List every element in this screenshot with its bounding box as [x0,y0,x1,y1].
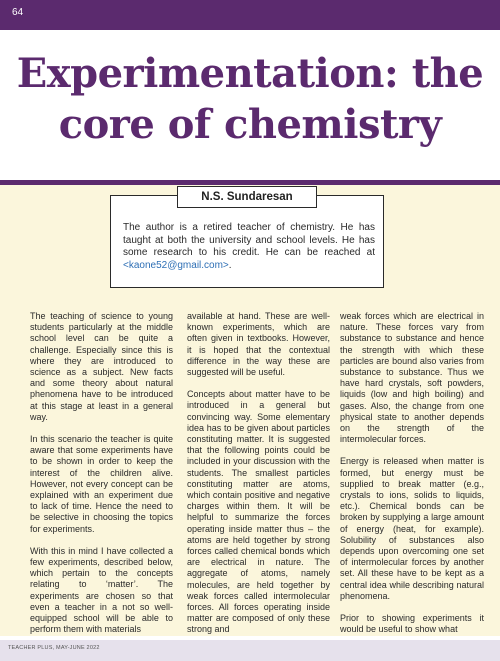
author-name: N.S. Sundaresan [177,186,317,208]
title-line-1: Experimentation: the [16,50,484,97]
author-bio [123,222,375,272]
paragraph: Prior to showing experiments it would be useful to show what [340,613,484,635]
author-bio-end: . [228,259,232,271]
body-column-1 [30,311,173,635]
paragraph: Energy is released when matter is formed, but energy must be supplied to break matter (e.g., crystals to ions, solids to liquids, etc.). Chemical bonds can be broken by supplying a large amount of energy (heat, for example). Solubility of substances also depends upon overcoming one set of intermolecular forces by another set. All these have to be kept as a central idea while describing natural phenomena. [340,456,484,601]
body-column-3 [340,311,484,635]
paragraph: In this scenario the teacher is quite aware that some experiments have to be shown in order to keep the interest of the children alive. However, not every concept can be explained with an experiment due to lack of time. Hence the need to be selective in choosing the topics for experiments. [30,434,173,534]
author-bio-text: The author is a retired teacher of chemistry. He has taught at both the university and school levels. He has some research to his credit. He can be reached at [123,222,375,259]
paragraph: weak forces which are electrical in nature. These forces vary from substance to substance and hence the strength with which these particles are bound also varies from substance to substance. Thus we have hard crystals, soft powders, liquids (low and high boiling) and gases. Also, the change from one physical state to another depends on the strength of the intermolecular forces. [340,311,484,445]
body-column-2 [187,311,330,635]
author-email-link[interactable]: <kaone52@gmail.com> [123,259,229,271]
paragraph: The teaching of science to young students particularly at the middle school level can be quite a challenge. Especially since this is where they are introduced to science as a subject. New facts and some theory about natural phenomena have to be introduced at this stage at least in a general way. [30,311,173,422]
footer-publication: TEACHER PLUS, MAY-JUNE 2022 [8,645,100,651]
paragraph: available at hand. These are well-known experiments, which are often given in textbooks. However, it is hoped that the contextual difference in the way these are suggested will be useful. [187,311,330,378]
page-number: 64 [12,7,24,18]
header-bar [0,0,500,30]
article-title [0,48,500,150]
title-line-2: core of chemistry [58,101,442,148]
paragraph: With this in mind I have collected a few experiments, described below, which pertain to the concepts relating to ‘matter’. The experiments are chosen so that even a teacher in a not so well-equipped school will be able to perform them with materials [30,545,173,635]
paragraph: Concepts about matter have to be introduced in a general but convincing way. Some elementary idea has to be given about particles constituting matter. It is suggested that the following points could be included in your discussion with the students. The smallest particles constituting matter are atoms, which contain positive and negative charges within them. It will be helpful to summarize the forces operating inside matter thus – the atoms are held together by strong forces called chemical bonds which are electrical in nature. The aggregate of atoms, namely molecules, are held together by weak forces called intermolecular forces. All forces operating inside matter are composed of only these strong and [187,389,330,635]
